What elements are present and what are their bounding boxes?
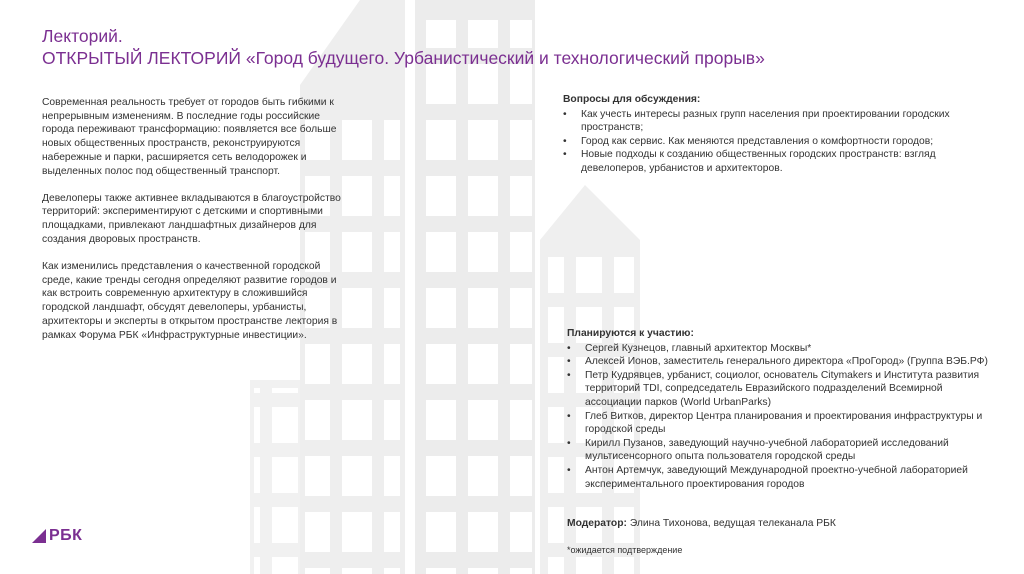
questions-heading: Вопросы для обсуждения: (563, 94, 701, 105)
rbc-logo (32, 527, 82, 545)
intro-text (42, 96, 342, 356)
moderator-text: Элина Тихонова, ведущая телеканала РБК (629, 518, 836, 529)
moderator-label: Модератор: (567, 518, 627, 529)
title-line-1: Лекторий. (42, 26, 123, 46)
list-item: • Новые подходы к созданию общественных городских пространств: взгляд девелоперов, урбанистов и архитекторов. (563, 149, 936, 174)
list-item: • Петр Кудрявцев, урбанист, социолог, основатель Citymakers и Института развития территорий TDI, сопредседатель Евразийского подразделений Всемирной ассоциации парков (World UrbanParks) (567, 369, 980, 408)
questions-list (563, 108, 983, 176)
bullet-icon: • (567, 369, 571, 381)
title-line-2: ОТКРЫТЫЙ ЛЕКТОРИЙ «Город будущего. Урбанистический и технологический прорыв» (42, 48, 765, 68)
participants-list (567, 342, 992, 492)
list-item: • Антон Артемчук, заведующий Международной проектно-учебной лабораторией экспериментального проектирования городов (567, 464, 968, 490)
rbc-logo-mark-icon (32, 529, 46, 543)
list-item: • Кирилл Пузанов, заведующий научно-учебной лабораторией исследований мультисенсорного опыта пользователя городской среды (567, 437, 949, 463)
participants-section (567, 327, 992, 491)
page-title (42, 25, 942, 69)
list-item: • Как учесть интересы разных групп населения при проектировании городских пространств; (563, 108, 950, 134)
bullet-icon: • (567, 356, 571, 368)
bullet-icon: • (567, 437, 571, 449)
intro-paragraph: Как изменились представления о качественной городской среде, какие тренды сегодня определяют развитие городов и как встроить современную архитектуру в сложившийся городской ландшафт, обсудят девелоперы, урбанисты, архитекторы и эксперты в открытом пространстве лектория в рамках Форума РБК «Инфраструктурные инвестиции». (42, 261, 338, 341)
intro-paragraph: Современная реальность требует от городов быть гибкими к непрерывным изменениям. В последние годы российские города переживают трансформацию: появляется все больше новых общественных пространств, реконструируются набережные и парки, расширяется сеть велодорожек и выделенных полос под общественный транспорт. (42, 97, 337, 177)
bullet-icon: • (567, 342, 571, 354)
footnote: *ожидается подтверждение (567, 545, 683, 555)
intro-paragraph: Девелоперы также активнее вкладываются в благоустройство территорий: экспериментируют с детскими и спортивными площадками, привлекают ландшафтных дизайнеров для создания дворовых пространств. (42, 192, 341, 245)
bullet-icon: • (563, 149, 567, 161)
bullet-icon: • (567, 410, 571, 422)
list-item: • Сергей Кузнецов, главный архитектор Москвы* (567, 342, 812, 354)
list-item: • Алексей Ионов, заместитель генерального директора «ПроГород» (Группа ВЭБ.РФ) (567, 356, 988, 368)
list-item: • Глеб Витков, директор Центра планирования и проектирования инфраструктуры и городской среды (567, 410, 983, 436)
bullet-icon: • (567, 464, 571, 476)
bullet-icon: • (563, 135, 567, 147)
logo-text: РБК (49, 527, 83, 544)
list-item: • Город как сервис. Как меняются представления о комфортности городов; (563, 135, 934, 147)
bullet-icon: • (563, 108, 567, 120)
moderator-line (567, 518, 836, 529)
discussion-questions (563, 93, 983, 176)
participants-heading: Планируются к участию: (567, 328, 694, 339)
